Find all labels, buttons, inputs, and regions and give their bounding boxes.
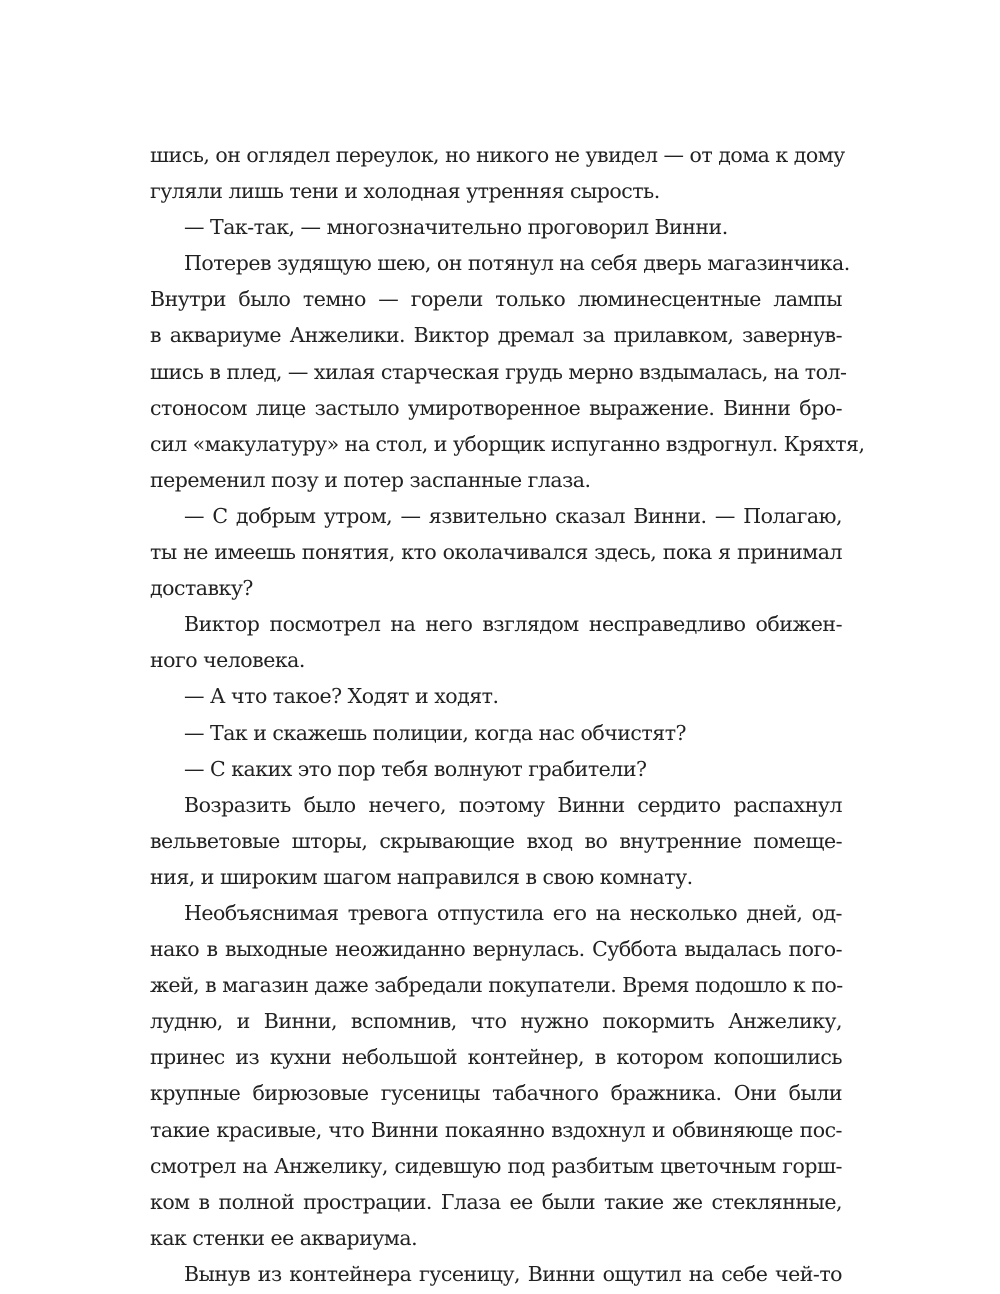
- text-line: стоносом лице застыло умиротворенное выражение. Винни бро-: [150, 395, 842, 420]
- text-line: доставку?: [150, 576, 253, 601]
- text-line: — С добрым утром, — язвительно сказал Винни. — Полагаю,: [184, 503, 842, 528]
- text-line: смотрел на Анжелику, сидевшую под разбитым цветочным горш-: [150, 1153, 842, 1178]
- text-line: шись в плед, — хилая старческая грудь мерно вздымалась, на тол-: [150, 359, 847, 384]
- text-line: шись, он оглядел переулок, но никого не увидел — от дома к дому: [150, 143, 845, 167]
- text-line: нако в выходные неожиданно вернулась. Суббота выдалась пого-: [150, 937, 842, 962]
- text-line: Вынув из контейнера гусеницу, Винни ощутил на себе чей-то: [184, 1261, 842, 1286]
- text-line: сил «макулатуру» на стол, и уборщик испуганно вздрогнул. Кряхтя,: [150, 431, 865, 456]
- text-line: принес из кухни небольшой контейнер, в котором копошились: [150, 1045, 842, 1070]
- text-line: Возразить было нечего, поэтому Винни сердито распахнул: [184, 792, 842, 817]
- text-line: — Так и скажешь полиции, когда нас обчистят?: [184, 720, 687, 745]
- text-line: такие красивые, что Винни покаянно вздохнул и обвиняюще пос-: [150, 1117, 842, 1142]
- text-line: Внутри было темно — горели только люминесцентные лампы: [150, 287, 842, 312]
- text-line: жей, в магазин даже забредали покупатели. Время подошло к по-: [150, 973, 843, 998]
- body-text: [150, 137, 865, 1292]
- text-line: Виктор посмотрел на него взглядом несправедливо обижен-: [184, 612, 842, 637]
- text-line: гуляли лишь тени и холодная утренняя сырость.: [150, 179, 660, 204]
- text-line: ния, и широким шагом направился в свою комнату.: [150, 864, 693, 889]
- text-line: — С каких это пор тебя волнуют грабители?: [184, 756, 647, 781]
- text-line: ком в полной прострации. Глаза ее были такие же стеклянные,: [150, 1189, 842, 1214]
- text-line: крупные бирюзовые гусеницы табачного бражника. Они были: [150, 1081, 842, 1106]
- text-line: Потерев зудящую шею, он потянул на себя дверь магазинчика.: [184, 251, 850, 276]
- text-line: ного человека.: [150, 648, 305, 673]
- text-line: ты не имеешь понятия, кто околачивался здесь, пока я принимал: [150, 540, 842, 565]
- text-line: как стенки ее аквариума.: [150, 1225, 418, 1250]
- text-line: — А что такое? Ходят и ходят.: [184, 684, 499, 709]
- text-line: Необъяснимая тревога отпустила его на несколько дней, од-: [184, 900, 842, 925]
- text-line: лудню, и Винни, вспомнив, что нужно покормить Анжелику,: [150, 1009, 842, 1034]
- text-line: вельветовые шторы, скрывающие вход во внутренние помеще-: [150, 828, 842, 853]
- text-line: в аквариуме Анжелики. Виктор дремал за прилавком, завернув-: [150, 323, 842, 348]
- text-line: — Так-так, — многозначительно проговорил Винни.: [184, 215, 728, 240]
- text-line: переменил позу и потер заспанные глаза.: [150, 467, 591, 492]
